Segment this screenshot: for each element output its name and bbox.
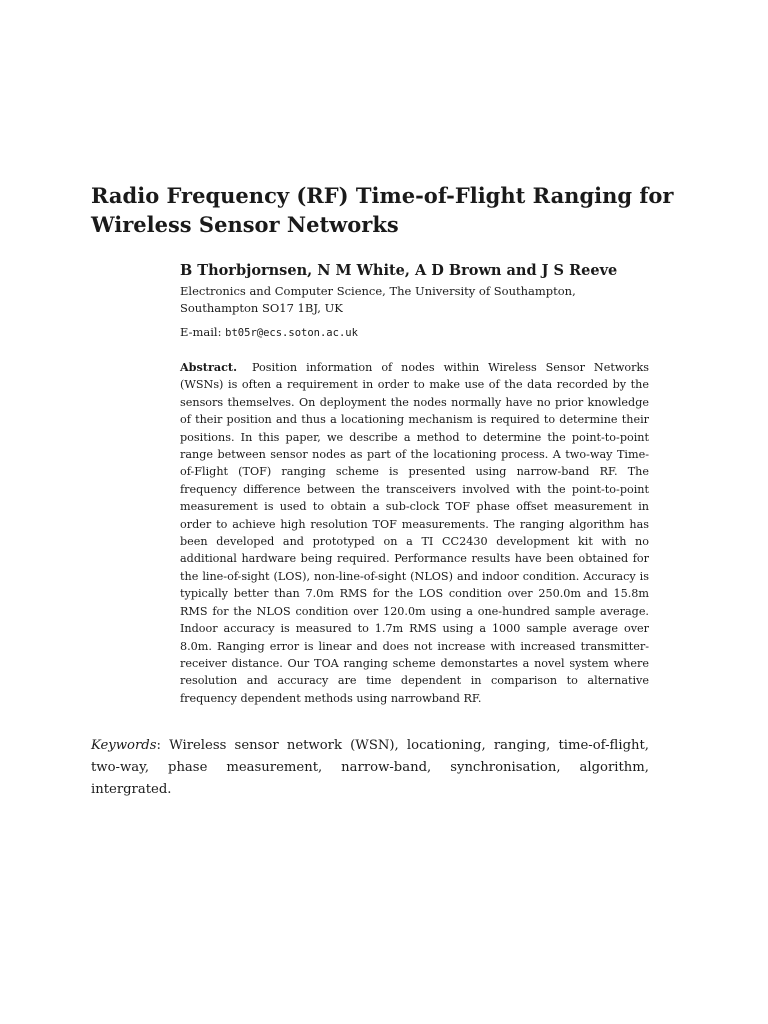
abstract-heading: Abstract. bbox=[180, 360, 237, 374]
keywords bbox=[91, 735, 649, 801]
author-affiliation: Electronics and Computer Science, The University of Southampton, Southampton SO17 1BJ, UK bbox=[180, 284, 576, 315]
paper-title: Radio Frequency (RF) Time-of-Flight Ranging for Wireless Sensor Networks bbox=[91, 183, 674, 237]
email-address: bt05r@ecs.soton.ac.uk bbox=[225, 327, 358, 339]
contact-email bbox=[180, 324, 358, 342]
keywords-label: Keywords bbox=[91, 738, 157, 753]
email-label: E-mail: bbox=[180, 325, 222, 339]
author-list: B Thorbjornsen, N M White, A D Brown and J S Reeve bbox=[180, 262, 618, 279]
keywords-separator: : bbox=[156, 738, 161, 753]
abstract bbox=[180, 359, 649, 707]
abstract-body: Position information of nodes within Wireless Sensor Networks (WSNs) is often a requirement in order to make use of the data recorded by the sensors themselves. On deployment the nodes normally have no prior knowledge of their position and thus a locationing mechanism is required to determine their positions. In this paper, we describe a method to determine the point-to-point range between sensor nodes as part of the locationing process. A two-way Time-of-Flight (TOF) ranging scheme is presented using narrow-band RF. The frequency difference between the transceivers involved with the point-to-point measurement is used to obtain a sub-clock TOF phase offset measurement in order to achieve high resolution TOF measurements. The ranging algorithm has been developed and prototyped on a TI CC2430 development kit with no additional hardware being required. Performance results have been obtained for the line-of-sight (LOS), non-line-of-sight (NLOS) and indoor condition. Accuracy is typically better than 7.0m RMS for the LOS condition over 250.0m and 15.8m RMS for the NLOS condition over 120.0m using a one-hundred sample average. Indoor accuracy is measured to 1.7m RMS using a 1000 sample average over 8.0m. Ranging error is linear and does not increase with increased transmitter-receiver distance. Our TOA ranging scheme demonstartes a novel system where resolution and accuracy are time dependent in comparison to alternative frequency dependent methods using narrowband RF. bbox=[180, 361, 650, 705]
keywords-list: Wireless sensor network (WSN), locationing, ranging, time-of-flight, two-way, phase measurement, narrow-band, synchronisation, algorithm, intergrated. bbox=[91, 738, 649, 797]
